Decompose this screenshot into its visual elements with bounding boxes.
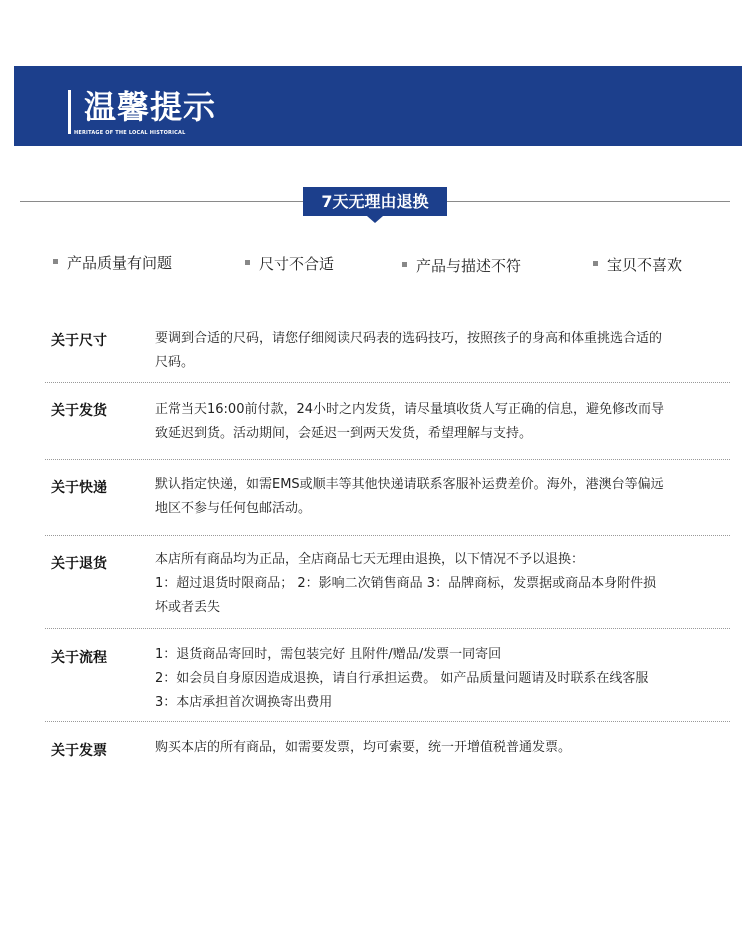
section-label-returns: 关于退货 [51, 556, 107, 572]
section-line: 3：本店承担首次调换寄出费用 [155, 695, 333, 710]
section-line: 地区不参与任何包邮活动。 [155, 501, 312, 516]
section-label-process: 关于流程 [51, 650, 107, 666]
reason-item [593, 255, 682, 275]
bullet-square-icon [402, 262, 407, 267]
section-text-invoice [155, 736, 700, 760]
banner-accent-bar [68, 90, 71, 134]
section-divider [45, 459, 730, 460]
section-text-shipping [155, 398, 700, 446]
reason-item [245, 254, 334, 274]
reason-text: 宝贝不喜欢 [607, 256, 683, 274]
policy-tag: 7天无理由退换 [303, 187, 447, 216]
section-line: 默认指定快递，如需EMS或顺丰等其他快递请联系客服补运费差价。海外，港澳台等偏远 [155, 477, 664, 492]
section-line: 1：超过退货时限商品； 2：影响二次销售商品 3：品牌商标，发票据或商品本身附件损 [155, 576, 657, 591]
section-divider [45, 382, 730, 383]
reason-item [53, 253, 172, 273]
header-banner [14, 66, 742, 146]
bullet-square-icon [53, 259, 58, 264]
banner-title: 温馨提示 [84, 88, 217, 126]
section-text-express [155, 473, 700, 521]
section-line: 1：退货商品寄回时，需包装完好 且附件/赠品/发票一同寄回 [155, 647, 502, 662]
reason-item [402, 256, 521, 276]
section-label-invoice: 关于发票 [51, 743, 107, 759]
section-line: 正常当天16:00前付款，24小时之内发货，请尽量填收货人写正确的信息，避免修改而导 [155, 402, 665, 417]
section-divider [45, 721, 730, 722]
section-divider [45, 628, 730, 629]
section-line: 坏或者丢失 [155, 600, 221, 615]
bullet-square-icon [245, 260, 250, 265]
section-divider [45, 535, 730, 536]
section-label-express: 关于快递 [51, 480, 107, 496]
reason-text: 尺寸不合适 [259, 255, 335, 273]
section-line: 要调到合适的尺码，请您仔细阅读尺码表的选码技巧，按照孩子的身高和体重挑选合适的 [155, 331, 663, 346]
section-line: 致延迟到货。活动期间，会延迟一到两天发货，希望理解与支持。 [155, 426, 533, 441]
section-label-size: 关于尺寸 [51, 333, 107, 349]
section-text-returns [155, 548, 700, 620]
section-line: 尺码。 [155, 355, 195, 370]
reason-text: 产品与描述不符 [416, 257, 522, 275]
section-line: 购买本店的所有商品，如需要发票，均可索要，统一开增值税普通发票。 [155, 740, 572, 755]
bullet-square-icon [593, 261, 598, 266]
section-text-size [155, 327, 700, 375]
section-line: 本店所有商品均为正品，全店商品七天无理由退换，以下情况不予以退换： [155, 552, 585, 567]
reason-text: 产品质量有问题 [67, 254, 173, 272]
section-line: 2：如会员自身原因造成退换，请自行承担运费。 如产品质量问题请及时联系在线客服 [155, 671, 649, 686]
section-text-process [155, 643, 700, 715]
banner-subtitle: HERITAGE OF THE LOCAL HISTORICAL [74, 130, 186, 136]
section-label-shipping: 关于发货 [51, 403, 107, 419]
